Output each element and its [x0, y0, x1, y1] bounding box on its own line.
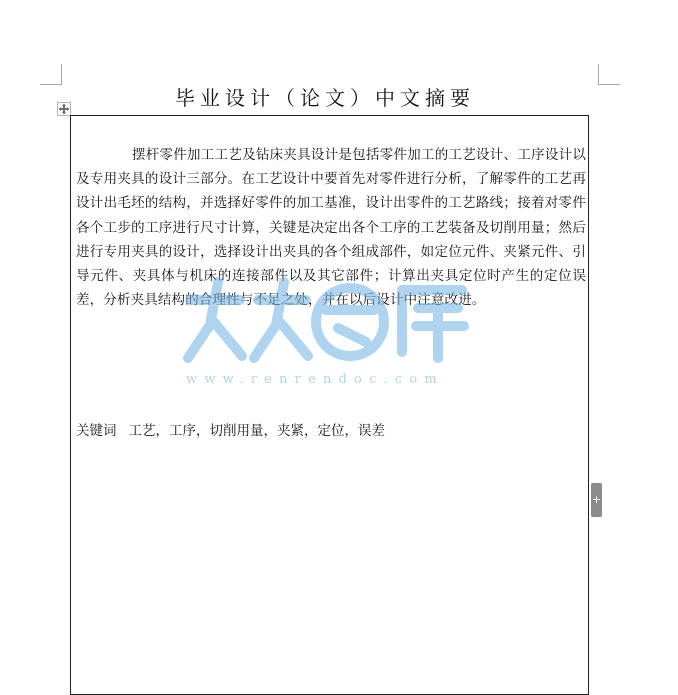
watermark-url: www.renrendoc.com	[186, 372, 444, 387]
keywords-label: 关键词	[76, 423, 117, 439]
side-tab-button[interactable]	[591, 483, 602, 517]
document-title[interactable]: 毕业设计（论文）中文摘要	[175, 86, 475, 110]
plus-icon: +	[591, 493, 602, 506]
keywords-line[interactable]	[76, 421, 385, 441]
abstract-paragraph[interactable]: 摆杆零件加工工艺及钻床夹具设计是包括零件加工的工艺设计、工序设计以及专用夹具的设计三部分。在工艺设计中要首先对零件进行分析，了解零件的工艺再设计出毛坯的结构，并选择好零件的加工基准，设计出零件的工艺路线；接着对零件各个工步的工序进行尺寸计算，关键是决定出各个工序的工艺装备及切削用量；然后进行专用夹具的设计，选择设计出夹具的各个组成部件，如定位元件、夹紧元件、引导元件、夹具体与机床的连接部件以及其它部件；计算出夹具定位时产生的定位误差，分析夹具结构的合理性与不足之处，并在以后设计中注意改进。	[76, 147, 586, 309]
keywords-value: 工艺，工序，切削用量，夹紧，定位，误差	[128, 423, 385, 439]
table-move-handle-icon[interactable]	[57, 101, 71, 115]
